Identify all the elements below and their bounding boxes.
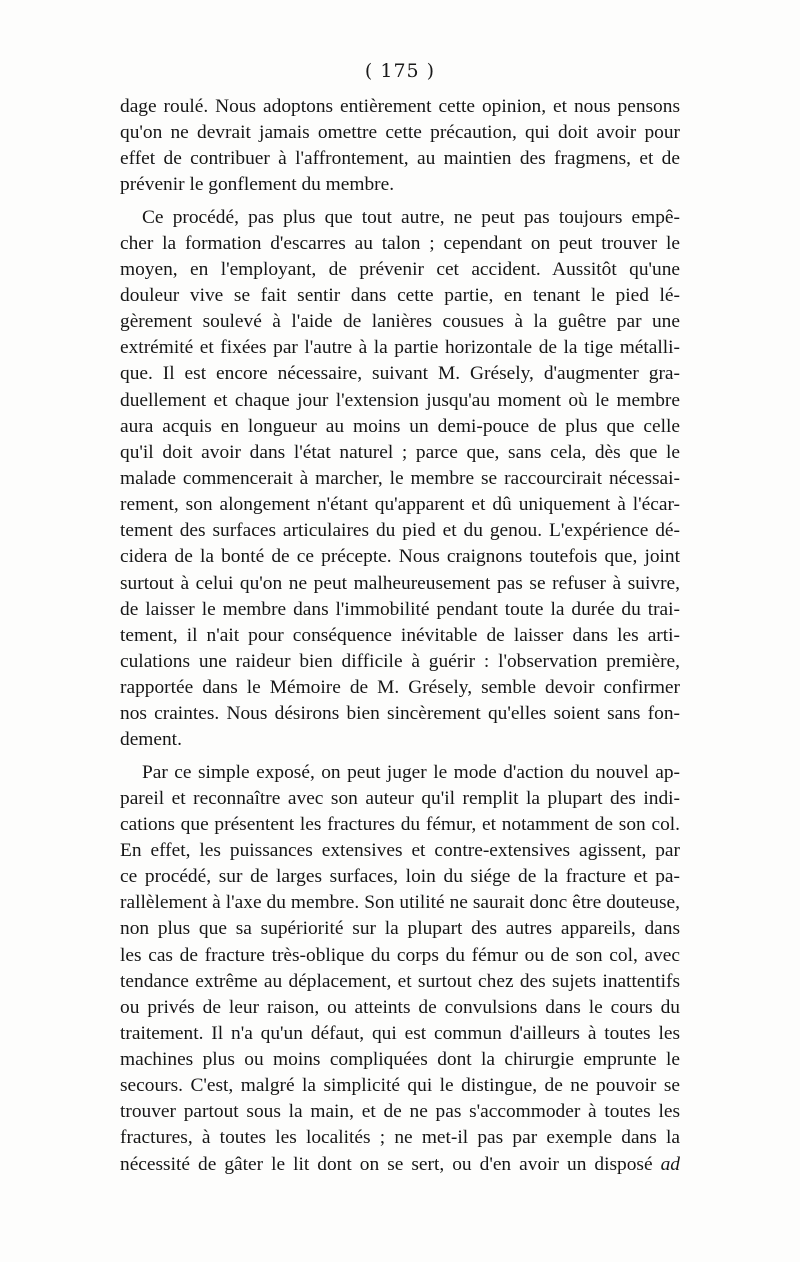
text-line: pareil et reconnaître avec son auteur qu'il remplit la plupart des indi- [120, 787, 680, 809]
text-line: effet de contribuer à l'affrontement, au maintien des fragmens, et de [120, 148, 680, 170]
text-line: rallèlement à l'axe du membre. Son utilité ne saurait donc être douteuse, [120, 892, 680, 914]
text-line: cidera de la bonté de ce précepte. Nous craignons toutefois que, joint [120, 546, 680, 568]
text-line: culations une raideur bien difficile à guérir : l'observation première, [120, 650, 680, 672]
text-line: aura acquis en longueur au moins un demi-pouce de plus que celle [120, 415, 680, 437]
text-line: ce procédé, sur de larges surfaces, loin du siége de la fracture et pa- [120, 866, 680, 888]
text-line: tement des surfaces articulaires du pied et du genou. L'expérience dé- [120, 520, 680, 542]
text-line: qu'on ne devrait jamais omettre cette précaution, qui doit avoir pour [120, 122, 680, 144]
body-text [120, 94, 680, 1178]
text-line: malade commencerait à marcher, le membre se raccourcirait nécessai- [120, 467, 680, 489]
text-line: gèrement soulevé à l'aide de lanières cousues à la guêtre par une [120, 311, 680, 333]
text-line: qu'il doit avoir dans l'état naturel ; parce que, sans cela, dès que le [120, 441, 680, 463]
text-line: douleur vive se fait sentir dans cette partie, en tenant le pied lé- [120, 284, 680, 306]
text-line: trouver partout sous la main, et de ne pas s'accommoder à toutes les [120, 1101, 680, 1123]
text-line: dage roulé. Nous adoptons entièrement cette opinion, et nous pensons [120, 96, 680, 117]
text-line: cations que présentent les fractures du fémur, et notamment de son col. [120, 813, 680, 835]
text-line: secours. C'est, malgré la simplicité qui le distingue, de ne pouvoir se [120, 1075, 680, 1097]
text-line: ou privés de leur raison, ou atteints de convulsions dans le cours du [120, 996, 680, 1018]
text-line: fractures, à toutes les localités ; ne met-il pas par exemple dans la [120, 1127, 680, 1149]
paragraph-start-line: Par ce simple exposé, on peut juger le mode d'action du nouvel ap- [142, 761, 680, 783]
text-line: nécessité de gâter le lit dont on se sert, ou d'en avoir un disposé ad [120, 1153, 680, 1175]
text-line: non plus que sa supériorité sur la plupart des autres appareils, dans [120, 918, 680, 940]
text-line: nos craintes. Nous désirons bien sincèrement qu'elles soient sans fon- [120, 703, 680, 725]
text-line: surtout à celui qu'on ne peut malheureusement pas se refuser à suivre, [120, 572, 680, 594]
text-line: prévenir le gonflement du membre. [120, 174, 395, 196]
page-number: ( 175 ) [364, 60, 436, 82]
text-line: dement. [120, 729, 182, 751]
text-line: traitement. Il n'a qu'un défaut, qui est commun d'ailleurs à toutes les [120, 1022, 680, 1044]
text-line: les cas de fracture très-oblique du corps du fémur ou de son col, avec [120, 944, 680, 966]
text-line: que. Il est encore nécessaire, suivant M. Grésely, d'augmenter gra- [120, 363, 680, 385]
text-line: rapportée dans le Mémoire de M. Grésely, semble devoir confirmer [120, 677, 680, 699]
text-line: machines plus ou moins compliquées dont la chirurgie emprunte le [120, 1049, 680, 1071]
text-line: de laisser le membre dans l'immobilité pendant toute la durée du trai- [120, 598, 680, 620]
text-line: extrémité et fixées par l'autre à la partie horizontale de la tige métalli- [120, 337, 680, 359]
text-line: moyen, en l'employant, de prévenir cet accident. Aussitôt qu'une [120, 258, 680, 280]
text-line: tendance extrême au déplacement, et surtout chez des sujets inattentifs [120, 970, 680, 992]
italic-word: ad [660, 1153, 680, 1175]
text-line: tement, il n'ait pour conséquence inévitable de laisser dans les arti- [120, 624, 680, 646]
text-line: rement, son alongement n'étant qu'apparent et dû uniquement à l'écar- [120, 494, 680, 516]
paragraph-start-line: Ce procédé, pas plus que tout autre, ne peut pas toujours empê- [142, 206, 680, 228]
text-line: duellement et chaque jour l'extension jusqu'au moment où le membre [120, 389, 680, 411]
text-line: cher la formation d'escarres au talon ; cependant on peut trouver le [120, 232, 680, 254]
text-line: En effet, les puissances extensives et contre-extensives agissent, par [120, 839, 680, 861]
